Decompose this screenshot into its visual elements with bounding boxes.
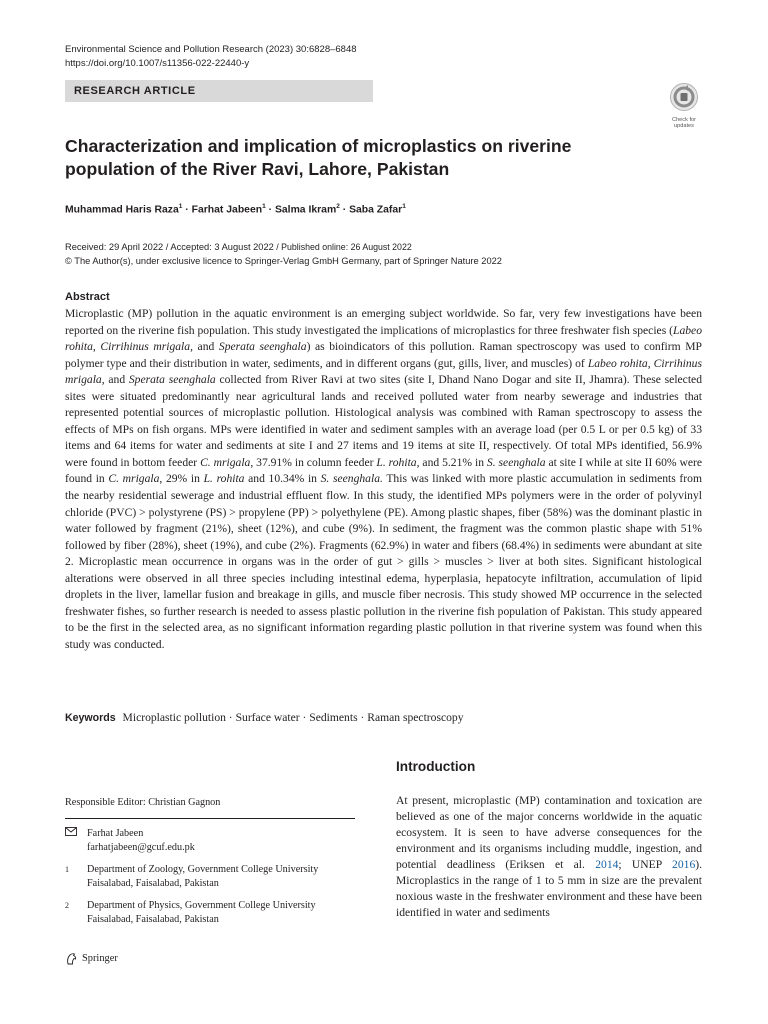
keywords-label: Keywords xyxy=(65,712,116,724)
publisher-name: Springer xyxy=(82,953,118,964)
species-name: Labeo rohita xyxy=(587,356,648,370)
springer-horse-icon xyxy=(65,952,78,965)
abstract-segment: , 29% in xyxy=(159,472,204,486)
responsible-editor: Responsible Editor: Christian Gagnon xyxy=(65,797,221,808)
footnotes xyxy=(65,796,355,927)
species-name: Sperata seenghala xyxy=(218,340,307,354)
species-name: C. mrigala xyxy=(200,455,251,469)
introduction-heading: Introduction xyxy=(396,759,476,774)
affiliation-1 xyxy=(65,863,355,891)
received-accepted-text: Received: 29 April 2022 / Accepted: 3 August 2022 xyxy=(65,242,274,252)
published-online-date: / Published online: 26 August 2022 xyxy=(273,242,412,252)
species-name: S. seenghala. xyxy=(320,472,383,486)
envelope-icon xyxy=(65,827,77,841)
abstract-segment: , and xyxy=(101,373,129,387)
abstract-segment: at site I while at site II 60% were found in xyxy=(65,455,702,486)
species-name: Cirrihinus mrigala xyxy=(65,356,702,387)
author-separator: · xyxy=(342,204,347,216)
corresponding-author-name: Farhat Jabeen xyxy=(87,828,144,839)
species-name: Cirrihinus mrigala xyxy=(100,340,191,354)
article-title: Characterization and implication of microplastics on riverine population of the River Ravi, Lahore, Pakistan xyxy=(65,136,572,179)
copyright-notice: © The Author(s), under exclusive licence to Springer-Verlag GmbH Germany, part of Springer Nature 2022 xyxy=(65,255,502,266)
author-name[interactable]: Farhat Jabeen xyxy=(191,204,263,216)
affiliation-line: Faisalabad, Faisalabad, Pakistan xyxy=(87,914,219,925)
species-name: C. mrigala xyxy=(108,472,160,486)
affiliation-line: Department of Physics, Government College University xyxy=(87,900,316,911)
citation-link[interactable]: 2014 xyxy=(595,858,619,871)
doi-link[interactable]: https://doi.org/10.1007/s11356-022-22440-y xyxy=(65,57,250,69)
species-name: L. rohita xyxy=(203,472,245,486)
intro-segment: At present, microplastic (MP) contamination and toxication are believed as one of the major concerns worldwide in the aquatic ecosystem. It is seen to have adverse consequences for the environment and its organisms including muddle, ingestion, and potential deadliness (Eriksen et al. xyxy=(396,794,702,871)
check-for-updates-badge[interactable] xyxy=(662,82,706,130)
abstract-heading: Abstract xyxy=(65,291,110,303)
species-name: S. seenghala xyxy=(486,455,546,469)
author-affiliation-mark: 1 xyxy=(262,203,266,210)
journal-citation: Environmental Science and Pollution Research (2023) 30:6828–6848 xyxy=(65,44,357,55)
footnote-divider xyxy=(65,818,355,819)
author-name[interactable]: Muhammad Haris Raza xyxy=(65,204,179,216)
affiliation-line: Department of Zoology, Government College University xyxy=(87,864,319,875)
species-name: L. rohita xyxy=(376,455,417,469)
abstract-segment: , xyxy=(647,356,654,370)
corresponding-author-note xyxy=(65,827,355,855)
abstract-segment: , and 5.21% in xyxy=(416,455,487,469)
received-accepted-dates xyxy=(65,241,502,255)
citation-link[interactable]: 2016 xyxy=(672,858,696,871)
affiliation-number: 2 xyxy=(65,901,69,910)
author-name[interactable]: Saba Zafar xyxy=(349,204,403,216)
abstract-segment: ) as bioindicators of this pollution. Raman spectroscopy was used to confirm MP polymer type and their distribution in water, sediments, and in different organs (gut, gills, liver, and muscles) of xyxy=(65,340,703,370)
introduction-text xyxy=(396,793,702,921)
abstract-segment: , 37.91% in column feeder xyxy=(250,455,377,469)
species-name: Labeo rohita xyxy=(65,323,702,354)
abstract-segment: and 10.34% in xyxy=(244,472,321,486)
abstract-segment: , and xyxy=(190,340,219,354)
abstract-text xyxy=(65,306,702,653)
abstract-segment: Microplastic (MP) pollution in the aquatic environment is an emerging subject worldwide. So far, very few investigations have been reported on the riverine fish population. This study investigated the implications of microplastics for three freshwater fish species ( xyxy=(65,307,702,337)
author-affiliation-mark: 2 xyxy=(336,203,340,210)
abstract-segment: , xyxy=(92,340,101,354)
corresponding-author-email[interactable]: farhatjabeen@gcuf.edu.pk xyxy=(87,842,195,853)
author-affiliation-mark: 1 xyxy=(402,203,406,210)
article-type-banner: RESEARCH ARTICLE xyxy=(65,80,373,102)
check-for-updates-label-line1: Check for xyxy=(672,117,696,123)
abstract-segment: This was linked with more plastic accumulation in sediments from the nearby residential sewerage and industrial effluent flow. In this study, the identified MPs polymers were in the order of polyvinyl chloride (PVC) > polystyrene (PS) > propylene (PP) > polyethylene (PE). Among plastic shapes, fiber (58%) was the dominant plastic in water followed by fragment (21%), sheet (12%), and cube (9%). In sediment, the fragment was the common plastic shape with 51% followed by fiber (28%), sheet (19%), and cube (2%). Fragments (62.9%) in water and fibers (68.4%) in sediments were abundant at site 2. Microplastic mean occurrence in organs was in the order of gut > gills > muscles > liver at both sites. Significant histological alterations were observed in all three species including intestinal edema, hyperplasia, hepatocyte infiltration, accumulation of lipid droplets in the liver, lamellar fusion and breakage in gills, and muscle fiber necrosis. This study showed MP occurrence in the selected freshwater fishes, so further research is needed to assess plastic pollution in the riverine fish population of Pakistan. This study appeared to be the first in the selected area, as no significant information regarding plastic pollution in that riverine system was found when this study was conducted. xyxy=(65,472,702,651)
keywords-text: Microplastic pollution · Surface water · Sediments · Raman spectroscopy xyxy=(122,711,464,724)
check-for-updates-label-line2: updates xyxy=(674,123,694,130)
species-name: Sperata seenghala xyxy=(128,373,216,387)
publisher-footer xyxy=(65,952,118,965)
author-separator: · xyxy=(185,204,189,216)
author-affiliation-mark: 1 xyxy=(178,203,183,210)
article-dates xyxy=(65,241,502,268)
author-list xyxy=(65,203,406,215)
keywords xyxy=(65,711,464,724)
affiliation-number: 1 xyxy=(65,865,69,874)
journal-header xyxy=(65,43,357,70)
author-name[interactable]: Salma Ikram xyxy=(274,204,337,216)
intro-segment: ). Microplastics in the range of 1 to 5 mm in size are the prevalent noxious waste in the freshwater environment and these have been identified in water and sediments xyxy=(396,858,702,919)
affiliation-line: Faisalabad, Faisalabad, Pakistan xyxy=(87,878,219,889)
affiliation-2 xyxy=(65,899,355,927)
abstract-segment: collected from River Ravi at two sites (site I, Dhand Nano Dogar and site II, Jhamra). These selected sites were situated predominantly near agricultural lands and received polluted water from nearby sewerage and industries that represented potential sources of microplastic pollution. Histological analysis was combined with Raman spectroscopy to assess the effects of MPs on fish organs. MPs were identified in water and sediment samples with an average load (per 0.5 L or per 0.5 kg) of 33 items and 64 items for water and sediments at site I and 27 items and 19 items at site II, respectively. Of total MPs identified, 56.9% were found in bottom feeder xyxy=(65,373,702,469)
intro-segment: ; UNEP xyxy=(618,858,673,871)
author-separator: · xyxy=(268,204,273,216)
check-for-updates-icon xyxy=(669,82,699,112)
